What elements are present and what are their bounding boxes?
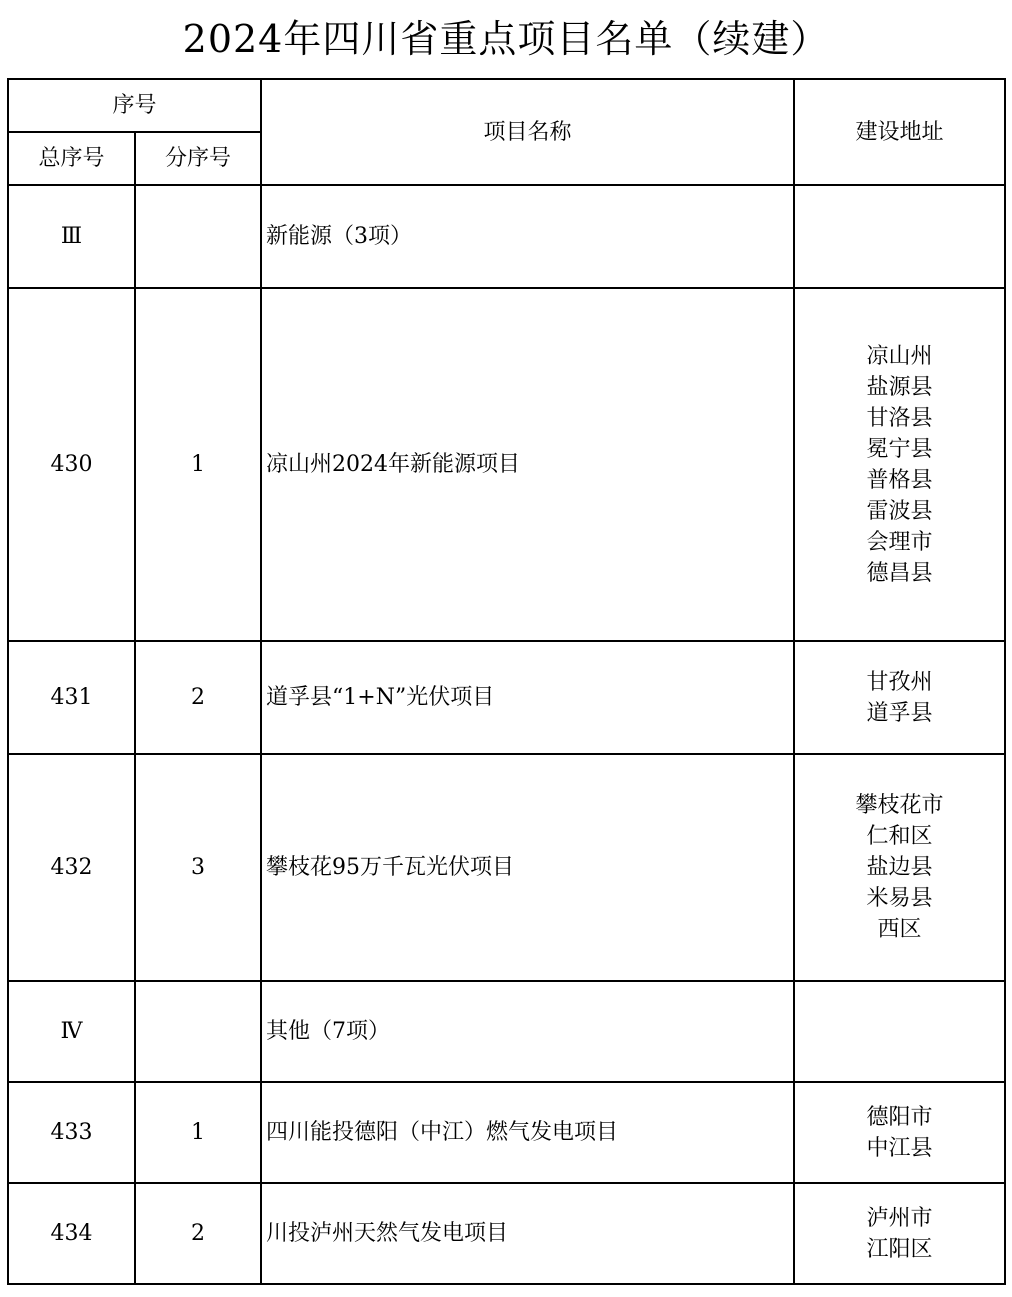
sub-seq-cell: 2 [135, 1183, 261, 1284]
location-line: 米易县 [866, 886, 933, 911]
table-row [8, 288, 1005, 641]
location-cell [794, 641, 1005, 754]
project-name-cell: 道孚县“1+N”光伏项目 [261, 641, 794, 754]
project-name-cell: 凉山州2024年新能源项目 [261, 288, 794, 641]
sub-seq-cell [135, 981, 261, 1082]
project-name-cell: 攀枝花95万千瓦光伏项目 [261, 754, 794, 981]
page-title: 2024年四川省重点项目名单（续建） [182, 17, 830, 61]
location-cell [794, 1183, 1005, 1284]
total-seq-cell: 433 [8, 1082, 135, 1183]
location-line: 泸州市 [866, 1205, 933, 1231]
header-seq-group: 序号 [8, 79, 261, 132]
header-row [8, 79, 1005, 132]
project-name-cell: 四川能投德阳（中江）燃气发电项目 [261, 1082, 794, 1183]
table-row [8, 1082, 1005, 1183]
location-line: 攀枝花市 [855, 793, 944, 818]
location-line: 江阳区 [866, 1236, 933, 1262]
location-cell [794, 1082, 1005, 1183]
location-line: 甘孜州 [866, 669, 933, 695]
sub-seq-cell: 2 [135, 641, 261, 754]
location-cell [794, 754, 1005, 981]
table-row [8, 981, 1005, 1082]
table-row [8, 1183, 1005, 1284]
location-cell [794, 185, 1005, 288]
sub-seq-cell: 3 [135, 754, 261, 981]
location-line: 会理市 [866, 529, 933, 555]
location-line: 盐边县 [866, 855, 933, 880]
total-seq-cell: 430 [8, 288, 135, 641]
total-seq-cell: 434 [8, 1183, 135, 1284]
location-line: 盐源县 [866, 374, 933, 400]
location-line: 德昌县 [866, 560, 933, 586]
location-line: 甘洛县 [866, 405, 933, 431]
location-line: 道孚县 [866, 700, 933, 726]
project-name-cell: 川投泸州天然气发电项目 [261, 1183, 794, 1284]
location-line: 仁和区 [866, 824, 933, 849]
total-seq-cell: Ⅲ [8, 185, 135, 288]
sub-seq-cell: 1 [135, 1082, 261, 1183]
location-line: 冕宁县 [866, 436, 933, 462]
location-line: 雷波县 [866, 498, 933, 524]
header-location: 建设地址 [794, 79, 1005, 185]
project-table [7, 78, 1006, 1285]
location-line: 凉山州 [866, 343, 933, 369]
location-cell [794, 288, 1005, 641]
table-row [8, 754, 1005, 981]
location-line: 普格县 [866, 467, 933, 493]
project-name-cell: 新能源（3项） [261, 185, 794, 288]
table-row [8, 641, 1005, 754]
sub-seq-cell [135, 185, 261, 288]
total-seq-cell: 432 [8, 754, 135, 981]
table-row [8, 185, 1005, 288]
location-line: 中江县 [866, 1135, 933, 1161]
location-line: 西区 [877, 917, 922, 942]
location-line: 德阳市 [866, 1104, 933, 1130]
total-seq-cell: Ⅳ [8, 981, 135, 1082]
header-sub-seq: 分序号 [135, 132, 261, 185]
total-seq-cell: 431 [8, 641, 135, 754]
header-total-seq: 总序号 [8, 132, 135, 185]
header-project-name: 项目名称 [261, 79, 794, 185]
location-cell [794, 981, 1005, 1082]
project-name-cell: 其他（7项） [261, 981, 794, 1082]
sub-seq-cell: 1 [135, 288, 261, 641]
